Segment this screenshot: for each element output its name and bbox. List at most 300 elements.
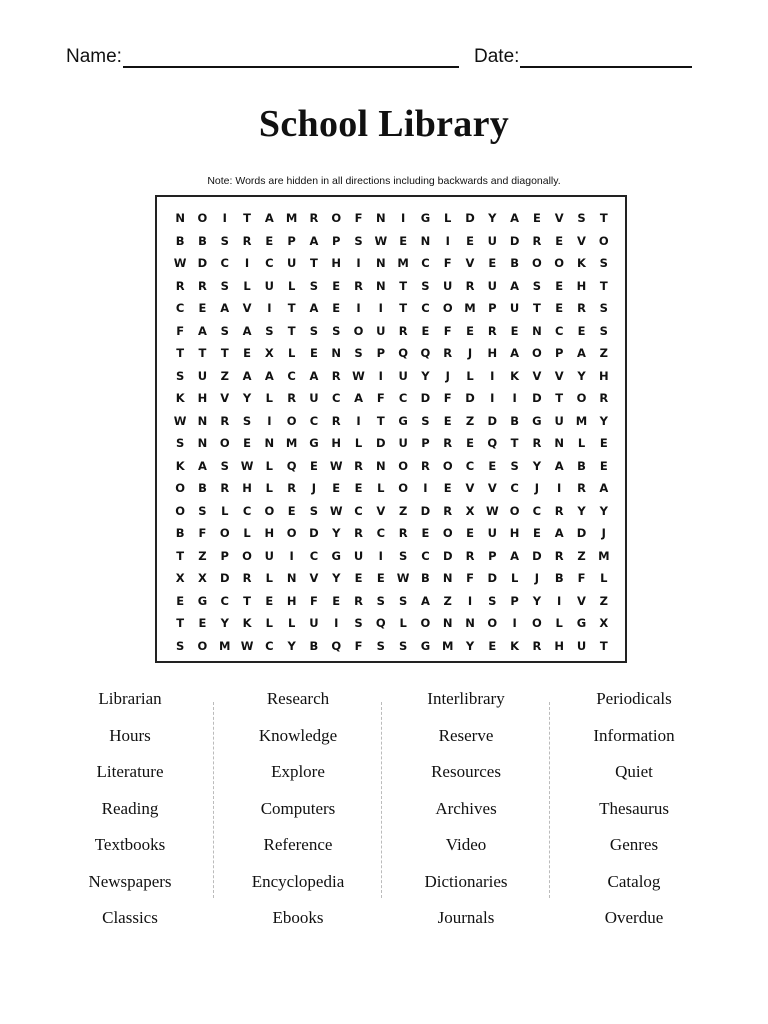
grid-letter[interactable]: L <box>243 526 251 541</box>
grid-letter[interactable]: Y <box>532 593 542 608</box>
date-blank-line[interactable] <box>520 46 692 68</box>
grid-letter[interactable]: Y <box>532 458 542 473</box>
grid-letter[interactable]: C <box>421 301 430 316</box>
grid-letter[interactable]: H <box>509 526 520 541</box>
grid-letter[interactable]: N <box>376 211 386 226</box>
grid-letter[interactable]: R <box>287 391 297 406</box>
grid-letter[interactable]: V <box>554 211 564 226</box>
grid-letter[interactable]: L <box>265 571 273 586</box>
grid-letter[interactable]: A <box>309 301 319 316</box>
grid-letter[interactable]: E <box>466 526 474 541</box>
grid-letter[interactable]: O <box>576 391 587 406</box>
name-blank-line[interactable] <box>123 46 459 68</box>
grid-letter[interactable]: I <box>267 413 272 428</box>
grid-letter[interactable]: C <box>465 458 475 473</box>
grid-letter[interactable]: O <box>175 503 186 518</box>
grid-letter[interactable]: U <box>264 548 274 563</box>
grid-letter[interactable]: J <box>467 346 473 361</box>
grid-letter[interactable]: Y <box>287 638 296 653</box>
grid-letter[interactable]: W <box>485 503 499 518</box>
grid-letter[interactable]: A <box>264 211 274 226</box>
grid-letter[interactable]: L <box>377 481 385 496</box>
grid-letter[interactable]: R <box>487 323 497 338</box>
grid-letter[interactable]: D <box>465 211 475 226</box>
grid-letter[interactable]: J <box>445 368 450 383</box>
grid-letter[interactable]: E <box>555 278 564 293</box>
grid-letter[interactable]: D <box>532 548 542 563</box>
grid-letter[interactable]: F <box>443 256 452 271</box>
grid-letter[interactable]: O <box>197 211 208 226</box>
grid-letter[interactable]: A <box>577 346 586 361</box>
grid-letter[interactable]: R <box>354 593 363 608</box>
grid-letter[interactable]: E <box>466 233 474 248</box>
grid-letter[interactable]: I <box>512 616 517 631</box>
grid-letter[interactable]: V <box>577 593 586 608</box>
grid-letter[interactable]: I <box>356 301 361 316</box>
grid-letter[interactable]: A <box>309 368 319 383</box>
grid-letter[interactable]: S <box>309 503 319 518</box>
grid-letter[interactable]: G <box>420 638 431 653</box>
grid-letter[interactable]: B <box>198 233 207 248</box>
grid-letter[interactable]: S <box>332 323 341 338</box>
grid-letter[interactable]: S <box>354 616 363 631</box>
grid-letter[interactable]: I <box>267 301 272 316</box>
grid-letter[interactable]: C <box>242 503 252 518</box>
grid-letter[interactable]: Y <box>421 368 430 383</box>
grid-letter[interactable]: Y <box>465 638 475 653</box>
grid-letter[interactable]: R <box>354 458 363 473</box>
grid-letter[interactable]: D <box>576 526 587 541</box>
grid-letter[interactable]: A <box>510 278 520 293</box>
grid-letter[interactable]: A <box>197 458 207 473</box>
grid-letter[interactable]: I <box>490 368 495 383</box>
name-field[interactable] <box>66 46 459 68</box>
grid-letter[interactable]: I <box>423 481 428 496</box>
grid-letter[interactable]: L <box>577 436 586 451</box>
grid-letter[interactable]: R <box>577 301 586 316</box>
grid-letter[interactable]: O <box>242 548 252 563</box>
grid-letter[interactable]: Y <box>488 211 497 226</box>
grid-letter[interactable]: S <box>599 301 608 316</box>
grid-letter[interactable]: S <box>421 413 430 428</box>
grid-letter[interactable]: N <box>376 458 386 473</box>
grid-letter[interactable]: M <box>441 638 454 653</box>
grid-letter[interactable]: C <box>354 503 363 518</box>
grid-letter[interactable]: X <box>264 346 274 361</box>
grid-letter[interactable]: R <box>220 413 230 428</box>
grid-letter[interactable]: E <box>332 593 341 608</box>
grid-letter[interactable]: T <box>287 301 296 316</box>
grid-letter[interactable]: O <box>398 458 408 473</box>
grid-letter[interactable]: E <box>555 233 564 248</box>
grid-letter[interactable]: E <box>265 593 274 608</box>
grid-letter[interactable]: H <box>264 526 275 541</box>
grid-letter[interactable]: O <box>487 616 498 631</box>
grid-letter[interactable]: W <box>329 503 343 518</box>
grid-letter[interactable]: C <box>309 413 319 428</box>
grid-letter[interactable]: O <box>175 481 186 496</box>
grid-letter[interactable]: R <box>220 481 230 496</box>
grid-letter[interactable]: X <box>465 503 475 518</box>
grid-letter[interactable]: P <box>554 346 564 361</box>
grid-letter[interactable]: V <box>242 301 252 316</box>
grid-letter[interactable]: U <box>309 391 319 406</box>
grid-letter[interactable]: D <box>420 391 431 406</box>
grid-letter[interactable]: R <box>465 548 475 563</box>
grid-letter[interactable]: L <box>444 211 452 226</box>
grid-letter[interactable]: E <box>488 256 497 271</box>
grid-letter[interactable]: S <box>176 368 185 383</box>
grid-letter[interactable]: L <box>265 391 273 406</box>
grid-letter[interactable]: G <box>420 211 431 226</box>
grid-letter[interactable]: L <box>265 481 273 496</box>
grid-letter[interactable]: C <box>175 301 185 316</box>
grid-letter[interactable]: B <box>175 526 185 541</box>
grid-letter[interactable]: H <box>487 346 498 361</box>
grid-letter[interactable]: M <box>575 413 588 428</box>
grid-letter[interactable]: L <box>287 278 296 293</box>
grid-letter[interactable]: L <box>287 616 296 631</box>
grid-letter[interactable]: S <box>599 256 608 271</box>
grid-letter[interactable]: K <box>577 256 586 271</box>
grid-letter[interactable]: R <box>443 346 453 361</box>
grid-letter[interactable]: R <box>554 503 564 518</box>
grid-letter[interactable]: T <box>555 391 564 406</box>
grid-letter[interactable]: U <box>487 278 497 293</box>
grid-letter[interactable]: A <box>420 593 430 608</box>
grid-letter[interactable]: R <box>242 571 252 586</box>
grid-letter[interactable]: I <box>490 391 495 406</box>
grid-letter[interactable]: A <box>354 391 363 406</box>
grid-letter[interactable]: E <box>599 458 608 473</box>
grid-letter[interactable]: E <box>243 436 251 451</box>
grid-letter[interactable]: F <box>376 391 385 406</box>
grid-letter[interactable]: Y <box>577 368 586 383</box>
grid-letter[interactable]: I <box>378 301 383 316</box>
grid-letter[interactable]: R <box>532 638 542 653</box>
grid-letter[interactable]: R <box>443 436 453 451</box>
grid-letter[interactable]: Y <box>220 616 229 631</box>
grid-letter[interactable]: N <box>532 323 542 338</box>
grid-letter[interactable]: Q <box>331 638 342 653</box>
grid-letter[interactable]: R <box>175 278 185 293</box>
grid-letter[interactable]: D <box>532 391 542 406</box>
grid-letter[interactable]: I <box>356 413 361 428</box>
grid-letter[interactable]: T <box>176 346 185 361</box>
grid-letter[interactable]: R <box>242 233 252 248</box>
grid-letter[interactable]: Q <box>420 346 431 361</box>
grid-letter[interactable]: T <box>220 346 229 361</box>
grid-letter[interactable]: V <box>220 391 230 406</box>
grid-letter[interactable]: L <box>265 458 273 473</box>
grid-letter[interactable]: E <box>332 301 341 316</box>
grid-letter[interactable]: A <box>510 211 520 226</box>
grid-letter[interactable]: O <box>398 481 408 496</box>
grid-letter[interactable]: U <box>576 638 587 653</box>
grid-letter[interactable]: S <box>220 278 229 293</box>
grid-letter[interactable]: U <box>398 436 408 451</box>
grid-letter[interactable]: S <box>398 548 408 563</box>
grid-letter[interactable]: I <box>378 368 383 383</box>
grid-letter[interactable]: T <box>510 436 519 451</box>
grid-letter[interactable]: J <box>534 481 540 496</box>
grid-letter[interactable]: V <box>465 481 475 496</box>
grid-letter[interactable]: T <box>176 616 185 631</box>
grid-letter[interactable]: L <box>287 346 296 361</box>
grid-letter[interactable]: Z <box>465 413 475 428</box>
grid-letter[interactable]: L <box>510 571 519 586</box>
grid-letter[interactable]: O <box>442 458 453 473</box>
grid-letter[interactable]: K <box>175 458 185 473</box>
grid-letter[interactable]: Y <box>332 571 341 586</box>
grid-letter[interactable]: E <box>577 323 586 338</box>
grid-letter[interactable]: F <box>466 571 474 586</box>
grid-letter[interactable]: T <box>243 211 251 226</box>
grid-letter[interactable]: N <box>197 413 208 428</box>
grid-letter[interactable]: D <box>442 548 453 563</box>
grid-letter[interactable]: O <box>331 211 342 226</box>
grid-letter[interactable]: N <box>554 436 564 451</box>
grid-letter[interactable]: O <box>219 526 230 541</box>
grid-letter[interactable]: P <box>376 346 386 361</box>
grid-letter[interactable]: E <box>399 233 408 248</box>
grid-letter[interactable]: S <box>398 593 408 608</box>
grid-letter[interactable]: F <box>176 323 185 338</box>
grid-letter[interactable]: T <box>532 301 541 316</box>
grid-letter[interactable]: C <box>265 638 274 653</box>
grid-letter[interactable]: N <box>264 436 275 451</box>
grid-letter[interactable]: R <box>354 526 363 541</box>
grid-letter[interactable]: E <box>310 458 318 473</box>
grid-letter[interactable]: R <box>532 233 542 248</box>
grid-letter[interactable]: N <box>442 616 453 631</box>
grid-letter[interactable]: I <box>467 593 473 608</box>
grid-letter[interactable]: R <box>465 278 475 293</box>
grid-letter[interactable]: I <box>400 211 406 226</box>
grid-letter[interactable]: V <box>554 368 564 383</box>
grid-letter[interactable]: Q <box>375 616 386 631</box>
grid-letter[interactable]: R <box>354 278 363 293</box>
grid-letter[interactable]: S <box>265 323 274 338</box>
grid-letter[interactable]: E <box>466 436 474 451</box>
grid-letter[interactable]: E <box>421 526 430 541</box>
grid-letter[interactable]: M <box>464 301 476 316</box>
grid-letter[interactable]: O <box>442 526 453 541</box>
grid-letter[interactable]: Q <box>398 346 408 361</box>
grid-letter[interactable]: D <box>197 256 208 271</box>
grid-letter[interactable]: H <box>576 278 587 293</box>
grid-letter[interactable]: R <box>398 526 408 541</box>
grid-letter[interactable]: B <box>421 571 430 586</box>
grid-letter[interactable]: C <box>265 256 274 271</box>
grid-letter[interactable]: D <box>219 571 230 586</box>
grid-letter[interactable]: E <box>376 571 385 586</box>
grid-letter[interactable]: Z <box>577 548 586 563</box>
grid-letter[interactable]: M <box>285 211 298 226</box>
grid-letter[interactable]: S <box>354 346 363 361</box>
grid-letter[interactable]: S <box>220 233 229 248</box>
grid-letter[interactable]: U <box>376 323 386 338</box>
grid-letter[interactable]: I <box>289 548 294 563</box>
grid-letter[interactable]: A <box>309 233 319 248</box>
grid-letter[interactable]: C <box>376 526 386 541</box>
grid-letter[interactable]: V <box>532 368 542 383</box>
grid-letter[interactable]: B <box>577 458 586 473</box>
grid-letter[interactable]: M <box>397 256 409 271</box>
date-field[interactable] <box>474 46 692 68</box>
grid-letter[interactable]: P <box>287 233 296 248</box>
grid-letter[interactable]: R <box>554 548 564 563</box>
grid-letter[interactable]: C <box>421 548 430 563</box>
grid-letter[interactable]: H <box>598 368 609 383</box>
grid-letter[interactable]: N <box>420 233 431 248</box>
grid-letter[interactable]: H <box>331 256 342 271</box>
grid-letter[interactable]: B <box>175 233 185 248</box>
grid-letter[interactable]: X <box>599 616 609 631</box>
grid-letter[interactable]: U <box>286 256 297 271</box>
grid-letter[interactable]: I <box>244 256 250 271</box>
grid-letter[interactable]: F <box>354 638 363 653</box>
grid-letter[interactable]: I <box>222 211 227 226</box>
grid-letter[interactable]: C <box>510 481 519 496</box>
grid-letter[interactable]: P <box>332 233 341 248</box>
grid-letter[interactable]: Z <box>599 346 608 361</box>
grid-letter[interactable]: E <box>532 526 541 541</box>
grid-letter[interactable]: A <box>242 323 252 338</box>
grid-letter[interactable]: B <box>309 638 319 653</box>
grid-letter[interactable]: S <box>510 458 519 473</box>
grid-letter[interactable]: X <box>198 571 207 586</box>
grid-letter[interactable]: W <box>240 638 254 653</box>
grid-letter[interactable]: L <box>354 436 363 451</box>
grid-letter[interactable]: F <box>443 323 452 338</box>
grid-letter[interactable]: A <box>242 368 252 383</box>
grid-letter[interactable]: E <box>488 638 497 653</box>
grid-letter[interactable]: G <box>331 548 341 563</box>
grid-letter[interactable]: T <box>310 256 318 271</box>
grid-letter[interactable]: W <box>173 413 187 428</box>
grid-letter[interactable]: E <box>488 458 497 473</box>
grid-letter[interactable]: I <box>512 391 517 406</box>
grid-letter[interactable]: K <box>242 616 252 631</box>
grid-letter[interactable]: R <box>420 458 430 473</box>
grid-letter[interactable]: I <box>557 593 562 608</box>
grid-letter[interactable]: B <box>510 256 519 271</box>
grid-letter[interactable]: B <box>554 571 564 586</box>
grid-letter[interactable]: N <box>197 436 208 451</box>
grid-letter[interactable]: L <box>399 616 407 631</box>
grid-letter[interactable]: S <box>242 413 252 428</box>
grid-letter[interactable]: L <box>600 571 608 586</box>
grid-letter[interactable]: E <box>599 436 608 451</box>
grid-letter[interactable]: R <box>577 481 586 496</box>
grid-letter[interactable]: S <box>354 233 363 248</box>
grid-letter[interactable]: D <box>309 526 319 541</box>
grid-letter[interactable]: I <box>557 481 562 496</box>
grid-letter[interactable]: P <box>421 436 430 451</box>
grid-letter[interactable]: H <box>286 593 297 608</box>
grid-letter[interactable]: C <box>220 593 229 608</box>
grid-letter[interactable]: N <box>376 256 386 271</box>
grid-letter[interactable]: S <box>532 278 542 293</box>
grid-letter[interactable]: J <box>534 571 540 586</box>
grid-letter[interactable]: E <box>265 233 274 248</box>
grid-letter[interactable]: C <box>554 323 564 338</box>
grid-letter[interactable]: H <box>554 638 564 653</box>
grid-letter[interactable]: O <box>532 616 542 631</box>
grid-letter[interactable]: Y <box>599 413 608 428</box>
grid-letter[interactable]: Z <box>398 503 408 518</box>
grid-letter[interactable]: R <box>532 436 542 451</box>
grid-letter[interactable]: S <box>376 638 385 653</box>
grid-letter[interactable]: K <box>510 368 520 383</box>
grid-letter[interactable]: O <box>219 436 230 451</box>
grid-letter[interactable]: W <box>374 233 388 248</box>
grid-letter[interactable]: R <box>198 278 207 293</box>
grid-letter[interactable]: S <box>176 638 185 653</box>
grid-letter[interactable]: J <box>601 526 606 541</box>
grid-letter[interactable]: H <box>242 481 252 496</box>
grid-letter[interactable]: E <box>176 593 185 608</box>
grid-letter[interactable]: H <box>331 436 342 451</box>
grid-letter[interactable]: G <box>398 413 408 428</box>
grid-letter[interactable]: E <box>332 278 341 293</box>
grid-letter[interactable]: V <box>487 481 497 496</box>
grid-letter[interactable]: F <box>198 526 207 541</box>
grid-letter[interactable]: M <box>598 548 610 563</box>
grid-letter[interactable]: E <box>243 346 251 361</box>
grid-letter[interactable]: T <box>287 323 296 338</box>
grid-letter[interactable]: K <box>510 638 520 653</box>
grid-letter[interactable]: S <box>220 323 229 338</box>
grid-letter[interactable]: C <box>220 256 229 271</box>
grid-letter[interactable]: U <box>554 413 564 428</box>
grid-letter[interactable]: N <box>465 616 475 631</box>
grid-letter[interactable]: F <box>310 593 318 608</box>
grid-letter[interactable]: T <box>198 346 207 361</box>
grid-letter[interactable]: O <box>286 526 297 541</box>
grid-letter[interactable]: E <box>510 323 519 338</box>
grid-letter[interactable]: O <box>532 346 542 361</box>
grid-letter[interactable]: W <box>240 458 254 473</box>
grid-letter[interactable]: I <box>356 256 361 271</box>
grid-letter[interactable]: V <box>376 503 386 518</box>
grid-letter[interactable]: S <box>488 593 497 608</box>
grid-letter[interactable]: P <box>488 548 497 563</box>
grid-letter[interactable]: B <box>510 413 519 428</box>
grid-letter[interactable]: O <box>554 256 565 271</box>
grid-letter[interactable]: C <box>532 503 542 518</box>
grid-letter[interactable]: M <box>285 436 298 451</box>
grid-letter[interactable]: N <box>175 211 185 226</box>
grid-letter[interactable]: D <box>465 391 475 406</box>
grid-letter[interactable]: O <box>509 503 520 518</box>
grid-letter[interactable]: W <box>173 256 187 271</box>
grid-letter[interactable]: E <box>354 481 363 496</box>
grid-letter[interactable]: M <box>219 638 231 653</box>
grid-letter[interactable]: F <box>354 211 363 226</box>
grid-letter[interactable]: T <box>376 413 385 428</box>
grid-letter[interactable]: E <box>443 481 452 496</box>
grid-letter[interactable]: D <box>487 571 498 586</box>
grid-letter[interactable]: E <box>332 481 341 496</box>
grid-letter[interactable]: C <box>398 391 408 406</box>
grid-letter[interactable]: E <box>310 346 318 361</box>
grid-letter[interactable]: E <box>421 323 430 338</box>
grid-letter[interactable]: O <box>442 301 453 316</box>
grid-letter[interactable]: A <box>197 323 207 338</box>
grid-letter[interactable]: N <box>331 346 342 361</box>
